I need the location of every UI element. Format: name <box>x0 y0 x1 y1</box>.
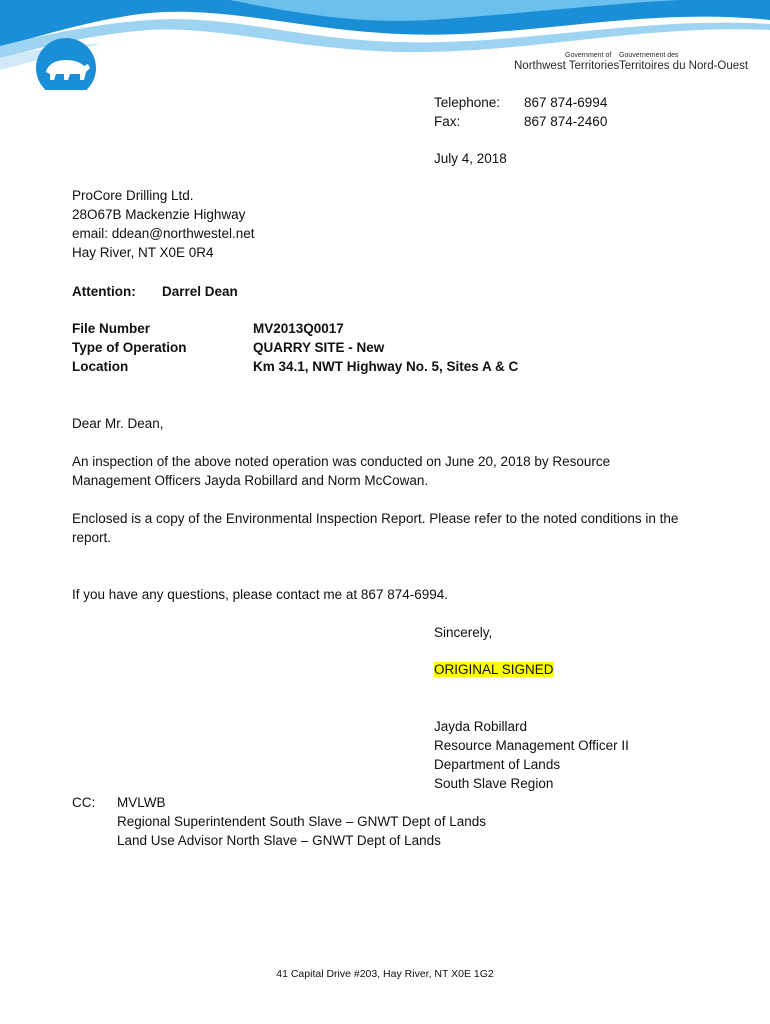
telephone-label: Telephone: <box>434 95 501 110</box>
cc-item: MVLWB <box>117 795 166 810</box>
paragraph-inspection <box>72 452 610 490</box>
cc-item: Regional Superintendent South Slave – GNWT Dept of Lands <box>117 814 486 829</box>
territoires-du-nord-ouest-wordmark: Territoires du Nord-Ouest <box>619 60 749 72</box>
signatory-department: Department of Lands <box>434 757 561 772</box>
paragraph-inspection-line-2: Management Officers Jayda Robillard and Norm McCowan. <box>72 473 429 488</box>
recipient-company: ProCore Drilling Ltd. <box>72 188 194 203</box>
government-of-label: Government of <box>565 52 612 59</box>
location-value: Km 34.1, NWT Highway No. 5, Sites A & C <box>253 359 519 374</box>
signatory-region: South Slave Region <box>434 776 554 791</box>
northwest-territories-wordmark: Northwest Territories <box>514 60 620 72</box>
paragraph-enclosed <box>72 509 678 547</box>
gouvernement-des-label: Gouvernement des <box>619 52 679 59</box>
paragraph-questions: If you have any questions, please contact me at 867 874-6994. <box>72 587 449 602</box>
attention-label: Attention: <box>72 284 136 299</box>
fax-value: 867 874-2460 <box>524 114 608 129</box>
letter-date: July 4, 2018 <box>434 151 507 166</box>
closing-sincerely: Sincerely, <box>434 625 493 640</box>
original-signed-text: ORIGINAL SIGNED <box>434 662 554 677</box>
footer-address: 41 Capital Drive #203, Hay River, NT X0E 1G2 <box>276 968 494 980</box>
recipient-email: email: ddean@northwestel.net <box>72 226 255 241</box>
cc-label: CC: <box>72 795 96 810</box>
file-number-label: File Number <box>72 321 151 336</box>
recipient-address <box>72 186 255 262</box>
signature-block <box>434 717 629 793</box>
original-signed-stamp <box>434 660 554 679</box>
operation-type-label: Type of Operation <box>72 340 187 355</box>
operation-type-value: QUARRY SITE - New <box>253 340 385 355</box>
file-number-value: MV2013Q0017 <box>253 321 344 336</box>
paragraph-enclosed-line-1: Enclosed is a copy of the Environmental Inspection Report. Please refer to the noted conditions in the <box>72 511 679 526</box>
salutation: Dear Mr. Dean, <box>72 416 164 431</box>
paragraph-inspection-line-1: An inspection of the above noted operation was conducted on June 20, 2018 by Resource <box>72 454 611 469</box>
telephone-value: 867 874-6994 <box>524 95 608 110</box>
cc-list <box>117 793 486 850</box>
letterhead-banner <box>0 0 770 90</box>
recipient-city: Hay River, NT X0E 0R4 <box>72 245 214 260</box>
cc-item: Land Use Advisor North Slave – GNWT Dept of Lands <box>117 833 441 848</box>
fax-label: Fax: <box>434 114 461 129</box>
signatory-title: Resource Management Officer II <box>434 738 629 753</box>
signatory-name: Jayda Robillard <box>434 719 528 734</box>
location-label: Location <box>72 359 129 374</box>
paragraph-enclosed-line-2: report. <box>72 530 112 545</box>
attention-name: Darrel Dean <box>162 284 238 299</box>
recipient-street: 28O67B Mackenzie Highway <box>72 207 246 222</box>
